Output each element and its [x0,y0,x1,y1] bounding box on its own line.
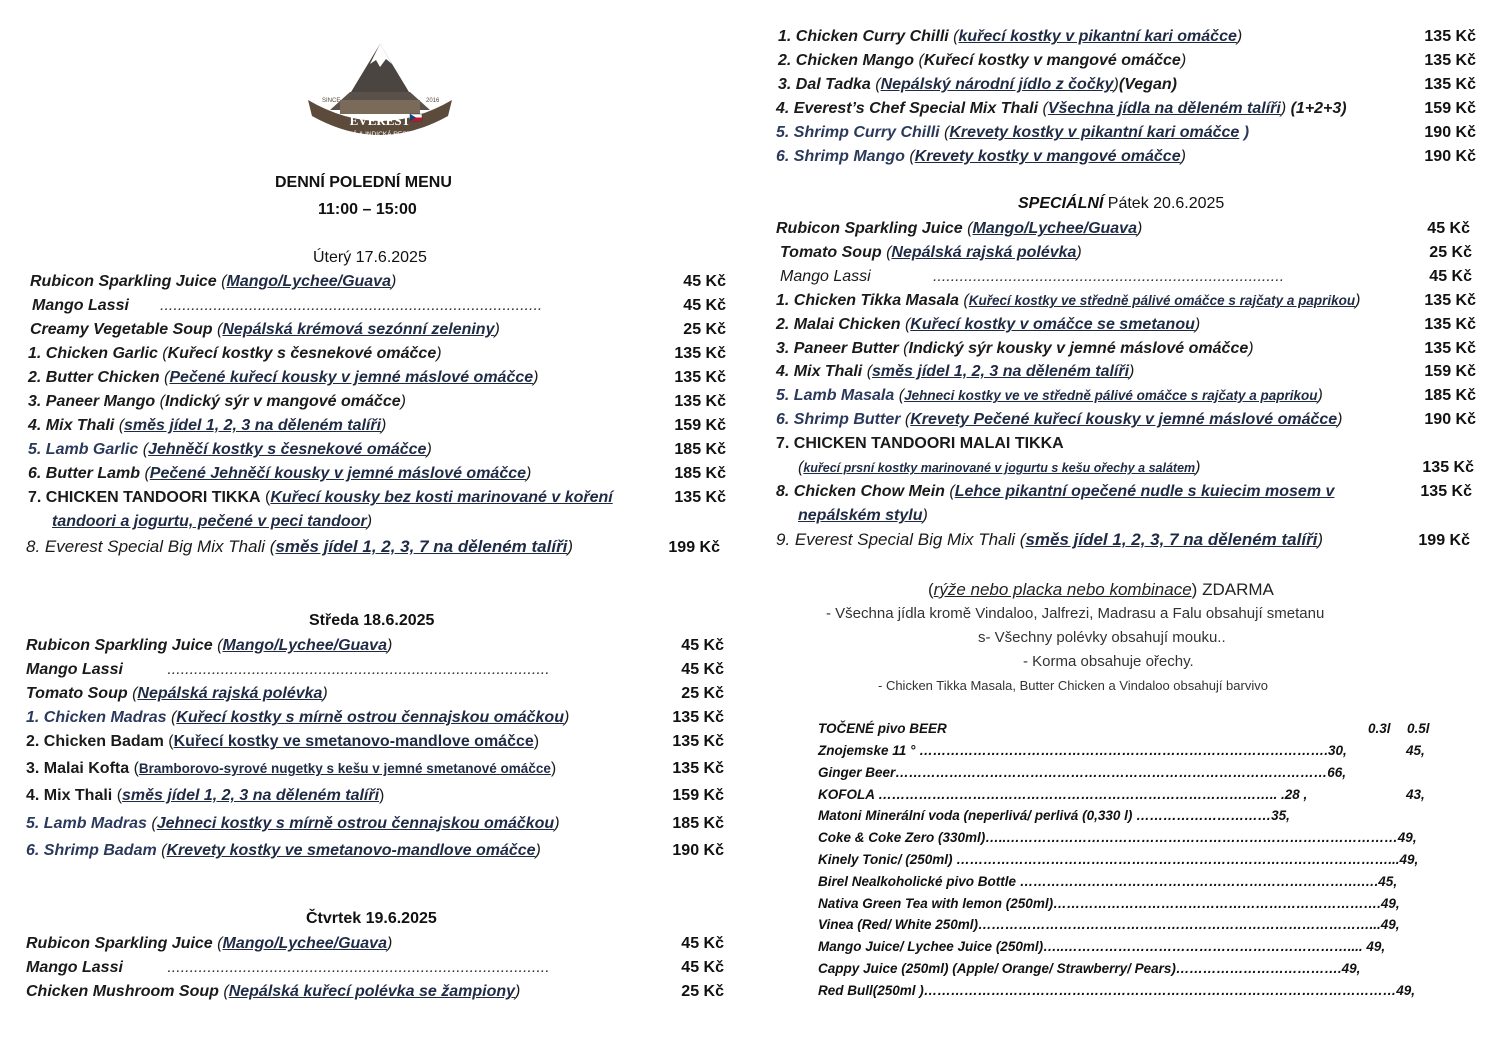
tuesday-title: Úterý 17.6.2025 [313,249,427,266]
tue-item-10: 7. CHICKEN TANDOORI TIKKA (Kuřecí kousky bez kosti marinované v koření [28,489,613,506]
fri-item-11-line2: nepálském stylu) [798,507,928,524]
thu-price-7: 159 Kč [1424,100,1476,117]
wed-item-5: 2. Chicken Badam (Kuřecí kostky ve smetanovo-mandlove omáčce) [26,733,540,750]
tue-item-6: 3. Paneer Mango (Indický sýr v mangové omáčce) [28,393,406,410]
drink-2: Ginger Beer……………………………………………………………………………………66, [818,765,1347,780]
drink-3: KOFOLA …………………………………………………………………………….. .28 , [818,787,1308,802]
note-2: s- Všechny polévky obsahují mouku.. [978,629,1226,646]
everest-logo [300,42,460,150]
menu-title: DENNÍ POLEDNÍ MENU [275,174,452,191]
tue-item-4: 1. Chicken Garlic (Kuřecí kostky s česnekové omáčce) [28,345,442,362]
thu-item-9: 6. Shrimp Mango (Krevety kostky v mangové omáčce) [776,148,1186,165]
logo-text: EVEREST [349,113,411,128]
drink-10: Mango Juice/ Lychee Juice (250ml)…..……………………………………………………….... 49, [818,939,1386,954]
thu-item-2: Mango Lassi ...................................................................................... [26,959,550,976]
fri-item-5: 2. Malai Chicken (Kuřecí kostky v omáčce se smetanou) [776,316,1201,333]
fri-price-7: 159 Kč [1424,363,1476,380]
thu-item-8: 5. Shrimp Curry Chilli (Krevety kostky v pikantní kari omáčce ) [776,124,1250,141]
drink-1: Znojemske 11 ° ……………………………………………………………………………….30, [818,743,1347,758]
drink-8: Nativa Green Tea with lemon (250ml)……………………………………………………………….49, [818,896,1400,911]
tue-price-3: 25 Kč [683,321,726,338]
wed-price-3: 25 Kč [681,685,724,702]
thu-price-6: 135 Kč [1424,76,1476,93]
tue-price-8: 185 Kč [674,441,726,458]
wed-price-6: 135 Kč [672,760,724,777]
wed-item-7: 4. Mix Thali (směs jídel 1, 2, 3 na děleném talíři) [26,787,385,804]
wed-item-8: 5. Lamb Madras (Jehneci kostky s mírně ostrou čennajskou omáčkou) [26,815,560,832]
thu-price-9: 190 Kč [1424,148,1476,165]
wed-item-3: Tomato Soup (Nepálská rajská polévka) [26,685,328,702]
wed-item-6: 3. Malai Kofta (Bramborovo-syrové nugetky s kešu v jemné smetanové omáčce) [26,760,557,777]
note-1: - Všechna jídla kromě Vindaloo, Jalfrezi, Madrasu a Falu obsahují smetanu [826,605,1325,622]
thu-item-7: 4. Everest’s Chef Special Mix Thali (Všechna jídla na děleném talíři) (1+2+3) [776,100,1347,117]
tue-price-2: 45 Kč [683,297,726,314]
thu-item-1: Rubicon Sparkling Juice (Mango/Lychee/Guava) [26,935,393,952]
drink-6: Kinely Tonic/ (250ml) ……………………………………………………………………………………...49, [818,852,1419,867]
drink-5: Coke & Coke Zero (330ml)…..……………………………………………………………………………49, [818,830,1417,845]
drinks-col-05: 0.5l [1407,721,1430,736]
tue-price-11: 199 Kč [668,539,720,556]
wed-price-9: 190 Kč [672,842,724,859]
thu-item-4: 1. Chicken Curry Chilli (kuřecí kostky v pikantní kari omáčce) [778,28,1243,45]
fri-item-8: 5. Lamb Masala (Jehneci kostky ve ve středně pálivé omáčce s rajčaty a paprikou) [776,387,1323,404]
menu-hours: 11:00 – 15:00 [318,201,417,218]
tue-price-6: 135 Kč [674,393,726,410]
tue-price-7: 159 Kč [674,417,726,434]
drink-1-p2: 45, [1406,743,1425,758]
fri-item-10-desc: (kuřecí prsní kostky marinované v jogurtu s kešu ořechy a salátem) [798,459,1201,476]
thu-item-5: 2. Chicken Mango (Kuřecí kostky v mangové omáčce) [778,52,1187,69]
drink-7: Birel Nealkoholické pivo Bottle ………………………………………………………………….….45, [818,874,1398,889]
thu-price-3: 25 Kč [681,983,724,1000]
note-4: - Chicken Tikka Masala, Butter Chicken a Vindaloo obsahují barvivo [878,678,1268,693]
thu-price-2: 45 Kč [681,959,724,976]
fri-item-10: 7. CHICKEN TANDOORI MALAI TIKKA [776,435,1064,452]
fri-item-12: 9. Everest Special Big Mix Thali (směs jídel 1, 2, 3, 7 na děleném talíři) [776,530,1324,549]
wed-price-1: 45 Kč [681,637,724,654]
right-column [750,0,1500,1059]
tue-item-2: Mango Lassi ...................................................................................... [32,297,543,314]
wednesday-title: Středa 18.6.2025 [309,612,435,629]
fri-price-1: 45 Kč [1427,220,1470,237]
tue-item-8: 5. Lamb Garlic (Jehněčí kostky s česnekové omáčce) [28,441,432,458]
fri-price-8: 185 Kč [1424,387,1476,404]
fri-price-9: 190 Kč [1424,411,1476,428]
fri-price-11: 135 Kč [1420,483,1472,500]
thu-item-6: 3. Dal Tadka (Nepálský národní jídlo z čočky)(Vegan) [778,76,1177,93]
thu-item-3: Chicken Mushroom Soup (Nepálská kuřecí polévka se žampiony) [26,983,521,1000]
drinks-col-03: 0.3l [1368,721,1391,736]
fri-price-4: 135 Kč [1424,292,1476,309]
fri-item-9: 6. Shrimp Butter (Krevety Pečené kuřecí kousky v jemné máslové omáčce) [776,411,1343,428]
fri-item-7: 4. Mix Thali (směs jídel 1, 2, 3 na děleném talíři) [776,363,1135,380]
fri-price-3: 45 Kč [1429,268,1472,285]
fri-price-2: 25 Kč [1429,244,1472,261]
tue-item-1: Rubicon Sparkling Juice (Mango/Lychee/Guava) [30,273,397,290]
tue-price-5: 135 Kč [674,369,726,386]
wed-item-1: Rubicon Sparkling Juice (Mango/Lychee/Guava) [26,637,393,654]
tue-item-9: 6. Butter Lamb (Pečené Jehněčí kousky v jemné máslové omáčce) [28,465,532,482]
friday-title: SPECIÁLNÍ Pátek 20.6.2025 [1018,195,1225,212]
thu-price-8: 190 Kč [1424,124,1476,141]
tue-item-11: 8. Everest Special Big Mix Thali (směs jídel 1, 2, 3, 7 na děleném talíři) [26,537,574,556]
free-note: (rýže nebo placka nebo kombinace) ZDARMA [928,580,1274,599]
wed-price-7: 159 Kč [672,787,724,804]
thu-price-4: 135 Kč [1424,28,1476,45]
drink-3-p2: 43, [1406,787,1425,802]
fri-item-1: Rubicon Sparkling Juice (Mango/Lychee/Guava) [776,220,1143,237]
tue-price-10: 135 Kč [674,489,726,506]
fri-price-6: 135 Kč [1424,340,1476,357]
tue-price-4: 135 Kč [674,345,726,362]
tue-item-3: Creamy Vegetable Soup (Nepálská krémová sezónní zeleniny) [30,321,500,338]
tue-item-7: 4. Mix Thali (směs jídel 1, 2, 3 na děleném talíři) [28,417,387,434]
wed-price-5: 135 Kč [672,733,724,750]
wed-item-4: 1. Chicken Madras (Kuřecí kostky s mírně ostrou čennajskou omáčkou) [26,709,570,726]
tue-price-9: 185 Kč [674,465,726,482]
thu-price-1: 45 Kč [681,935,724,952]
thursday-title: Čtvrtek 19.6.2025 [306,910,437,927]
thu-price-5: 135 Kč [1424,52,1476,69]
wed-item-2: Mango Lassi ...................................................................................... [26,661,550,678]
drink-9: Vinea (Red/ White 250ml)……………………………………………………………………………...49, [818,917,1400,932]
note-3: - Korma obsahuje ořechy. [1023,653,1194,670]
fri-price-12: 199 Kč [1418,532,1470,549]
tue-item-5: 2. Butter Chicken (Pečené kuřecí kousky v jemné máslové omáčce) [28,369,539,386]
wed-price-8: 185 Kč [672,815,724,832]
fri-item-2: Tomato Soup (Nepálská rajská polévka) [780,244,1082,261]
drink-11: Cappy Juice (250ml) (Apple/ Orange/ Strawberry/ Pears)……………………………….49, [818,961,1361,976]
svg-text:2016: 2016 [426,98,440,104]
logo-subtext: NEPÁLSKÁ & INDICKÁ RESTAURACE [322,131,438,138]
fri-item-6: 3. Paneer Butter (Indický sýr kousky v jemné máslové omáčce) [776,340,1254,357]
fri-item-3: Mango Lassi ............................................................................... [780,268,1285,285]
wed-item-9: 6. Shrimp Badam (Krevety kostky ve smetanovo-mandlove omáčce) [26,842,541,859]
drinks-header: TOČENÉ pivo BEER [818,721,947,736]
svg-text:SINCE: SINCE [322,98,341,104]
drink-4: Matoni Minerální voda (neperlivá/ perlivá (0,330 l) …………………………35, [818,808,1290,823]
fri-item-11: 8. Chicken Chow Mein (Lehce pikantní opečené nudle s kuiecim mosem v [776,483,1335,500]
fri-price-10: 135 Kč [1422,459,1474,476]
drink-12: Red Bull(250ml )……………………………………………………………………………………………49, [818,983,1416,998]
fri-item-4: 1. Chicken Tikka Masala (Kuřecí kostky ve středně pálivé omáčce s rajčaty a paprikou) [776,292,1361,309]
fri-price-5: 135 Kč [1424,316,1476,333]
tue-price-1: 45 Kč [683,273,726,290]
wed-price-2: 45 Kč [681,661,724,678]
tue-item-10-line2: tandoori a jogurtu, pečené v peci tandoor) [52,513,373,530]
wed-price-4: 135 Kč [672,709,724,726]
